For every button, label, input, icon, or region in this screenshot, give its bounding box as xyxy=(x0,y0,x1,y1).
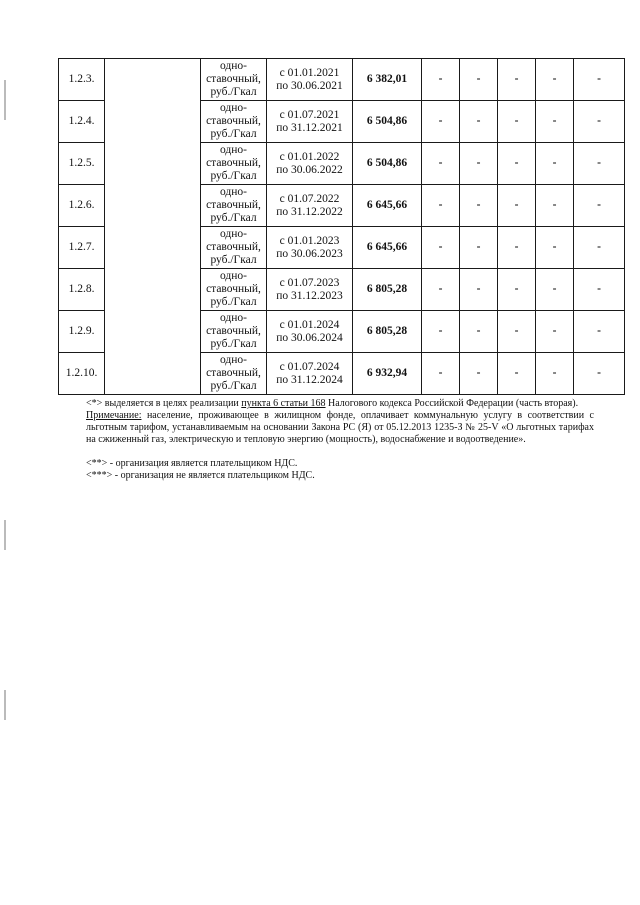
tariff-period: с 01.07.2024 по 31.12.2024 xyxy=(267,353,353,395)
row-number: 1.2.4. xyxy=(59,101,105,143)
empty-value-dash: - xyxy=(460,227,498,269)
empty-value-dash: - xyxy=(536,143,574,185)
tariff-unit: одно- ставочный, руб./Гкал xyxy=(201,311,267,353)
tariff-period: с 01.01.2022 по 30.06.2022 xyxy=(267,143,353,185)
tariff-table-body xyxy=(59,59,625,395)
empty-value-dash: - xyxy=(574,227,625,269)
tariff-value: 6 645,66 xyxy=(353,185,422,227)
tariff-table xyxy=(58,58,625,395)
empty-value-dash: - xyxy=(422,227,460,269)
empty-value-dash: - xyxy=(574,269,625,311)
empty-value-dash: - xyxy=(422,269,460,311)
empty-merged-cell xyxy=(105,59,201,395)
empty-value-dash: - xyxy=(460,143,498,185)
row-number: 1.2.3. xyxy=(59,59,105,101)
footnote-marker: <*> xyxy=(86,398,103,409)
empty-value-dash: - xyxy=(498,185,536,227)
row-number: 1.2.9. xyxy=(59,311,105,353)
tariff-unit: одно- ставочный, руб./Гкал xyxy=(201,353,267,395)
empty-value-dash: - xyxy=(498,227,536,269)
tariff-unit: одно- ставочный, руб./Гкал xyxy=(201,59,267,101)
empty-value-dash: - xyxy=(498,143,536,185)
empty-value-dash: - xyxy=(498,353,536,395)
empty-value-dash: - xyxy=(460,269,498,311)
empty-value-dash: - xyxy=(574,311,625,353)
footnote-vat-rate xyxy=(86,398,594,410)
empty-value-dash: - xyxy=(422,59,460,101)
empty-value-dash: - xyxy=(498,311,536,353)
row-number: 1.2.6. xyxy=(59,185,105,227)
tariff-unit: одно- ставочный, руб./Гкал xyxy=(201,143,267,185)
tariff-unit: одно- ставочный, руб./Гкал xyxy=(201,101,267,143)
empty-value-dash: - xyxy=(460,101,498,143)
empty-value-dash: - xyxy=(498,59,536,101)
tariff-unit: одно- ставочный, руб./Гкал xyxy=(201,185,267,227)
empty-value-dash: - xyxy=(536,311,574,353)
remark-text: население, проживающее в жилищном фонде, оплачивает коммунальную услугу в соответствии с льготным тарифом, устанавливаемым на основании Закона РС (Я) от 05.12.2013 1235-З № 25-V «О льготных тарифах на сжиженный газ, электрическую и тепловую энергию (мощность), водоснабжение и водоотведение». xyxy=(86,410,594,445)
tariff-period: с 01.07.2022 по 31.12.2022 xyxy=(267,185,353,227)
empty-value-dash: - xyxy=(536,185,574,227)
empty-value-dash: - xyxy=(498,101,536,143)
scan-artifact xyxy=(4,80,6,120)
tariff-value: 6 805,28 xyxy=(353,311,422,353)
empty-value-dash: - xyxy=(574,59,625,101)
empty-value-dash: - xyxy=(536,269,574,311)
empty-value-dash: - xyxy=(460,185,498,227)
footnote-text: Налогового кодекса Российской Федерации (часть вторая). xyxy=(325,398,579,409)
empty-value-dash: - xyxy=(574,143,625,185)
row-number: 1.2.5. xyxy=(59,143,105,185)
empty-value-dash: - xyxy=(536,353,574,395)
table-row xyxy=(59,59,625,101)
tariff-value: 6 645,66 xyxy=(353,227,422,269)
row-number: 1.2.7. xyxy=(59,227,105,269)
tariff-unit: одно- ставочный, руб./Гкал xyxy=(201,227,267,269)
tariff-value: 6 504,86 xyxy=(353,143,422,185)
row-number: 1.2.10. xyxy=(59,353,105,395)
empty-value-dash: - xyxy=(574,185,625,227)
empty-value-dash: - xyxy=(460,353,498,395)
empty-value-dash: - xyxy=(498,269,536,311)
empty-value-dash: - xyxy=(536,227,574,269)
footnote-non-vat-payer: <***> - организация не является плательщиком НДС. xyxy=(86,470,315,481)
empty-value-dash: - xyxy=(422,311,460,353)
tariff-period: с 01.01.2021 по 30.06.2021 xyxy=(267,59,353,101)
tariff-period: с 01.07.2021 по 31.12.2021 xyxy=(267,101,353,143)
tax-code-link[interactable]: пункта 6 статьи 168 xyxy=(241,398,326,409)
empty-value-dash: - xyxy=(422,143,460,185)
tariff-period: с 01.01.2024 по 30.06.2024 xyxy=(267,311,353,353)
empty-value-dash: - xyxy=(574,101,625,143)
tariff-value: 6 932,94 xyxy=(353,353,422,395)
remark-paragraph xyxy=(86,410,594,446)
empty-value-dash: - xyxy=(536,59,574,101)
empty-value-dash: - xyxy=(536,101,574,143)
tariff-value: 6 805,28 xyxy=(353,269,422,311)
notes-section xyxy=(86,398,594,482)
tariff-value: 6 504,86 xyxy=(353,101,422,143)
empty-value-dash: - xyxy=(422,185,460,227)
footnote-text: выделяется в целях реализации xyxy=(102,398,242,409)
scan-artifact xyxy=(4,520,6,550)
empty-value-dash: - xyxy=(460,311,498,353)
footnote-vat-payer: <**> - организация является плательщиком НДС. xyxy=(86,458,298,469)
empty-value-dash: - xyxy=(460,59,498,101)
tariff-period: с 01.01.2023 по 30.06.2023 xyxy=(267,227,353,269)
scan-artifact xyxy=(4,690,6,720)
row-number: 1.2.8. xyxy=(59,269,105,311)
tariff-period: с 01.07.2023 по 31.12.2023 xyxy=(267,269,353,311)
remark-label: Примечание: xyxy=(86,410,142,421)
tariff-value: 6 382,01 xyxy=(353,59,422,101)
empty-value-dash: - xyxy=(422,353,460,395)
empty-value-dash: - xyxy=(574,353,625,395)
tariff-unit: одно- ставочный, руб./Гкал xyxy=(201,269,267,311)
empty-value-dash: - xyxy=(422,101,460,143)
